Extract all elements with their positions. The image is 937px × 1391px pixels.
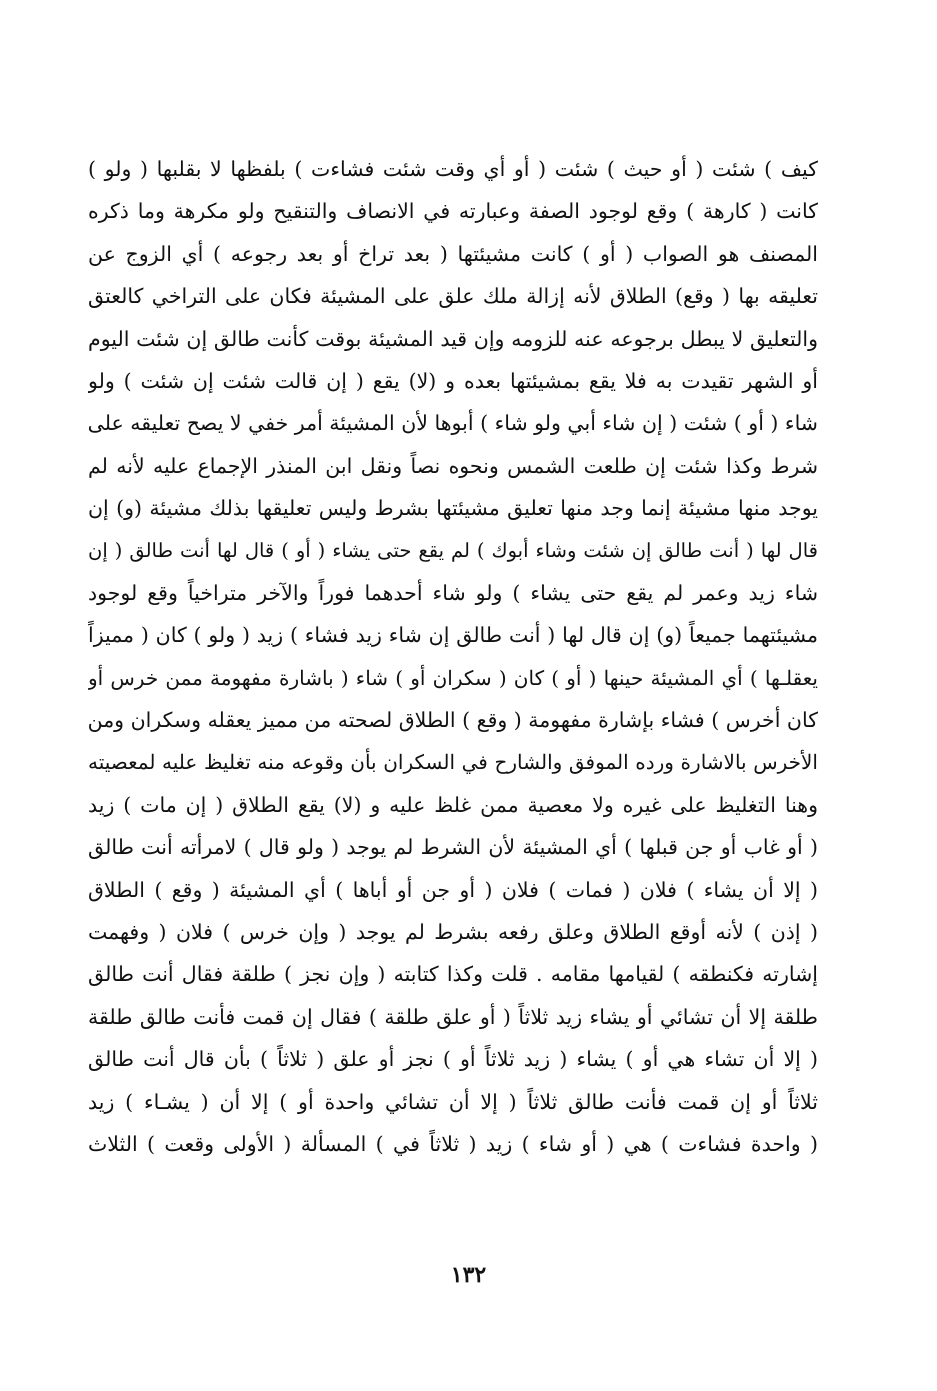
text-line-8: شرط وكذا شئت إن طلعت الشمس ونحوه نصاً ونقل ابن المنذر الإجماع عليه لأنه لم bbox=[88, 453, 818, 478]
text-line-22: ( إلا أن تشاء هي أو ) يشاء ( زيد ثلاثاً أو ) نجز أو علق ( ثلاثاً ) بأن قال أنت طالق bbox=[88, 1047, 818, 1072]
text-line-15: الأخرس بالاشارة ورده الموفق والشارح في السكران بأن وقوعه منه تغليظ عليه لمعصيته bbox=[88, 750, 818, 775]
text-line-1: كيف ) شئت ( أو حيث ) شئت ( أو أي وقت شئت فشاءت ) بلفظها لا بقلبها ( ولو ) bbox=[88, 157, 818, 181]
text-line-11: شاء زيد وعمر لم يقع حتى يشاء ) ولو شاء أحدهما فوراً والآخر متراخياً وقع لوجود bbox=[88, 580, 818, 605]
text-line-3: المصنف هو الصواب ( أو ) كانت مشيئتها ( بعد تراخ أو بعد رجوعه ) أي الزوج عن bbox=[88, 241, 818, 266]
text-line-4: تعليقه بها ( وقع) الطلاق لأنه إزالة ملك علق على المشيئة فكان على التراخي كالعتق bbox=[88, 284, 818, 309]
text-line-6: أو الشهر تقيدت به فلا يقع بمشيئتها بعده و (لا) يقع ( إن قالت شئت إن شئت ) ولو bbox=[88, 368, 818, 393]
text-line-12: مشيئتهما جميعاً (و) إن قال لها ( أنت طالق إن شاء زيد فشاء ) زيد ( ولو ) كان ( مميزاً bbox=[88, 623, 818, 648]
text-line-9: يوجد منها مشيئة إنما وجد منها تعليق مشيئتها بشرط وليس تعليقها بذلك مشيئة (و) إن bbox=[88, 496, 818, 521]
text-line-20: إشارته فكنطقه ) لقيامها مقامه . قلت وكذا كتابته ( وإن نجز ) طلقة فقال أنت طالق bbox=[88, 962, 818, 987]
page-number: ١٣٢ bbox=[450, 1262, 487, 1288]
text-line-23: ثلاثاً أو إن قمت فأنت طالق ثلاثاً ( إلا أن تشائي واحدة أو ) إلا أن ( يشـاء ) زيد bbox=[88, 1089, 818, 1114]
text-line-19: ( إذن ) لأنه أوقع الطلاق وعلق رفعه بشرط لم يوجد ( وإن خرس ) فلان ( وفهمت bbox=[88, 920, 818, 945]
text-line-18: ( إلا أن يشاء ) فلان ( فمات ) فلان ( أو جن أو أباها ) أي المشيئة ( وقع ) الطلاق bbox=[88, 877, 818, 902]
page-body-text bbox=[88, 148, 818, 1165]
text-line-2: كانت ( كارهة ) وقع لوجود الصفة وعبارته في الانصاف والتنقيح ولو مكرهة وما ذكره bbox=[88, 199, 818, 224]
text-line-21: طلقة إلا أن تشائي أو يشاء زيد ثلاثاً ( أو علق طلقة ) فقال إن قمت فأنت طالق طلقة bbox=[88, 1004, 818, 1029]
text-line-16: وهنا التغليظ على غيره ولا معصية ممن غلظ عليه و (لا) يقع الطلاق ( إن مات ) زيد bbox=[88, 792, 818, 817]
text-line-14: كان أخرس ) فشاء بإشارة مفهومة ( وقع ) الطلاق لصحته من مميز يعقله وسكران ومن bbox=[88, 708, 818, 733]
text-line-17: ( أو غاب أو جن قبلها ) أي المشيئة لأن الشرط لم يوجد ( ولو قال ) لامرأته أنت طالق bbox=[88, 835, 818, 860]
text-line-24: ( واحدة فشاءت ) هي ( أو شاء ) زيد ( ثلاثاً في ) المسألة ( الأولى وقعت ) الثلاث bbox=[88, 1131, 818, 1156]
text-line-5: والتعليق لا يبطل برجوعه عنه للزومه وإن قيد المشيئة بوقت كأنت طالق إن شئت اليوم bbox=[88, 326, 818, 351]
text-line-7: شاء ( أو ) شئت ( إن شاء أبي ولو شاء ) أبوها لأن المشيئة أمر خفي لا يصح تعليقه على bbox=[88, 411, 818, 436]
text-line-13: يعقلـها ) أي المشيئة حينها ( أو ) كان ( سكران أو ) شاء ( باشارة مفهومة ممن خرس أو bbox=[88, 665, 818, 690]
text-line-10: قال لها ( أنت طالق إن شئت وشاء أبوك ) لم يقع حتى يشاء ( أو ) قال لها أنت طالق ( إن bbox=[88, 538, 818, 562]
